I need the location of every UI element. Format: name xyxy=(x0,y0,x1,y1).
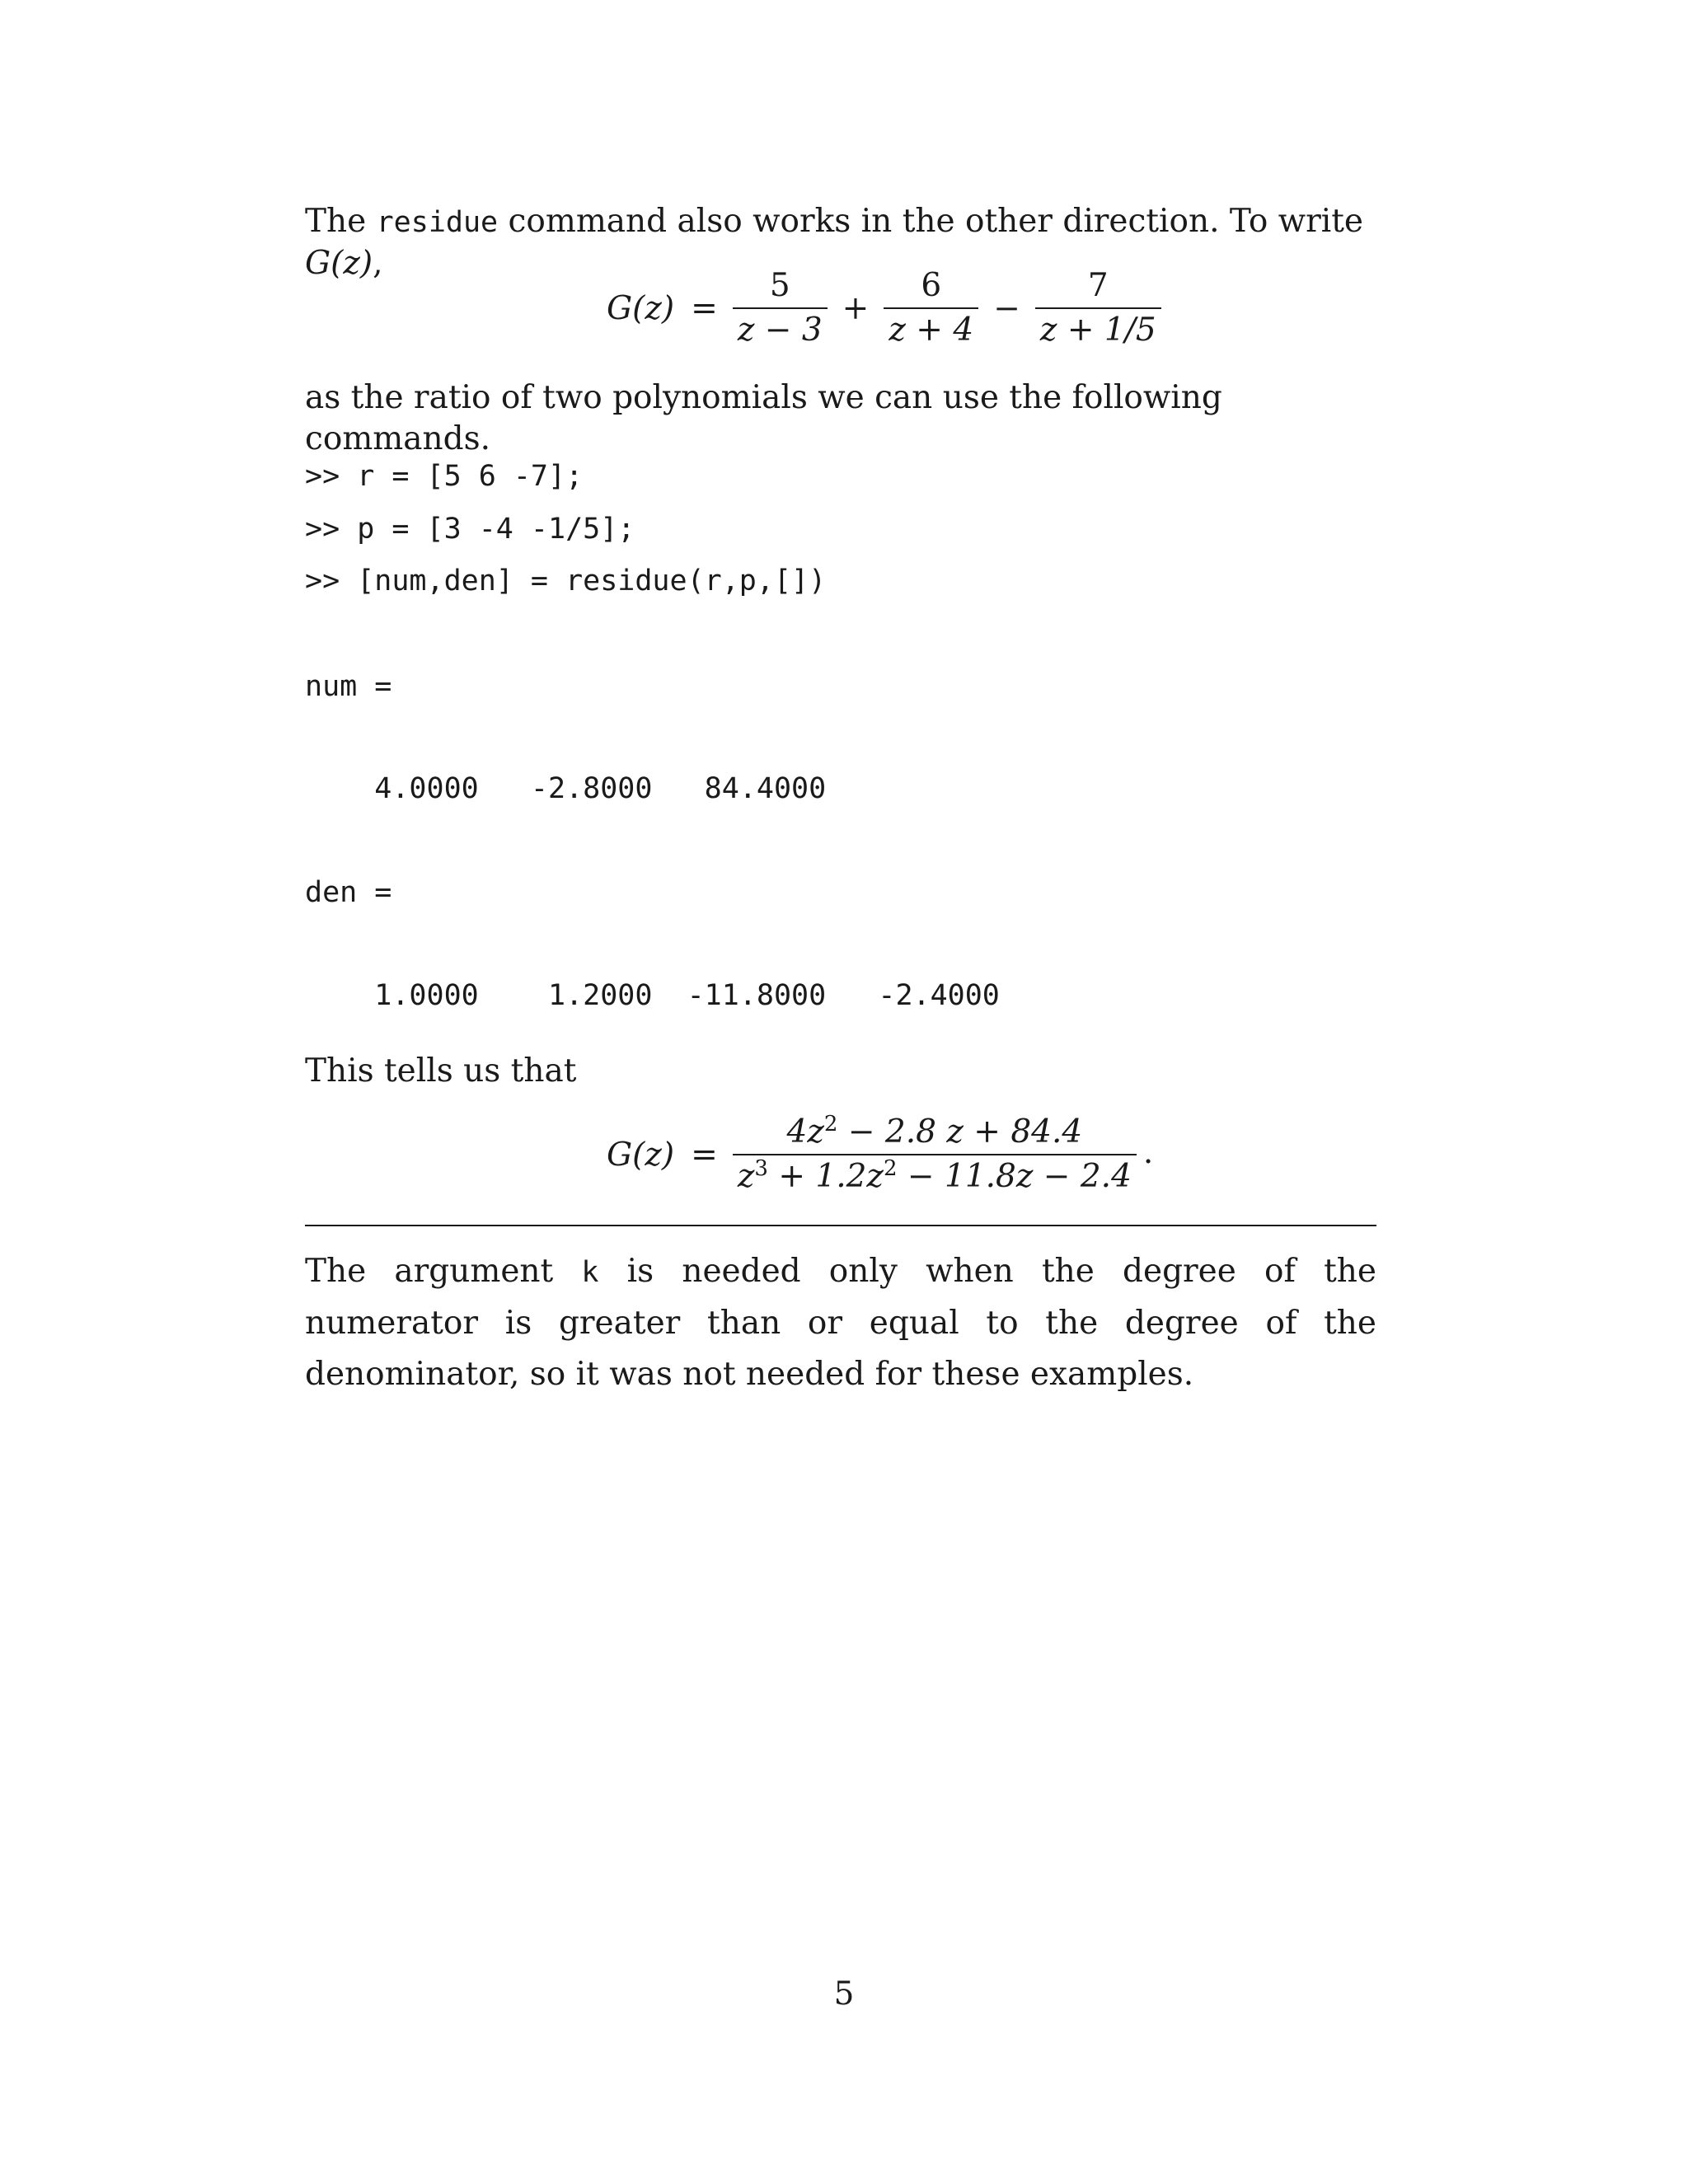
term3-denominator: z + 1/5 xyxy=(1035,307,1161,349)
equation1-minus: − xyxy=(993,289,1020,327)
equation1-plus: + xyxy=(842,289,870,327)
intro-text-before: The xyxy=(305,203,377,240)
equation2-lhs: G(z) xyxy=(607,1136,675,1174)
equation1-term-1 xyxy=(733,268,828,349)
equation2-equals: = xyxy=(691,1136,718,1174)
num-term-a-exponent: 2 xyxy=(823,1112,838,1137)
residue-command-code: residue xyxy=(376,206,499,239)
term2-numerator: 6 xyxy=(921,267,942,304)
closing-paragraph xyxy=(305,1246,1376,1400)
den-term-a-exponent: 3 xyxy=(754,1156,768,1181)
equation2-period: . xyxy=(1142,1134,1154,1171)
term2-denominator: z + 4 xyxy=(884,307,978,349)
term1-numerator: 5 xyxy=(769,267,790,304)
intro-text-after: command also works in the other direction. To write xyxy=(498,203,1364,240)
argument-k-code: k xyxy=(581,1256,599,1289)
command-line-1: >> r = [5 6 -7]; xyxy=(305,460,584,493)
term1-denominator: z − 3 xyxy=(733,307,828,349)
den-term-c: − 11.8z − 2.4 xyxy=(897,1158,1132,1195)
output-den-label: den = xyxy=(305,876,392,909)
closing-text-before: The argument xyxy=(305,1253,582,1290)
equation1-lhs: G(z) xyxy=(607,289,675,327)
output-den-values: 1.0000 1.2000 -11.8000 -2.4000 xyxy=(305,979,1000,1012)
closing-text-after: is needed only when the degree of the numerator is greater than or equal to the degree of the denominator, so it was not needed for these examples. xyxy=(305,1253,1376,1393)
equation2-denominator xyxy=(733,1154,1137,1195)
command-line-3: >> [num,den] = residue(r,p,[]) xyxy=(305,565,827,598)
equation1-equals: = xyxy=(691,289,718,327)
num-term-a: 4z xyxy=(786,1113,824,1151)
den-term-b: + 1.2z xyxy=(767,1158,884,1195)
page-number: 5 xyxy=(833,1975,855,2013)
den-term-b-exponent: 2 xyxy=(883,1156,898,1181)
tells-sentence: This tells us that xyxy=(305,1052,577,1090)
output-num-label: num = xyxy=(305,670,392,703)
equation1-term-2 xyxy=(884,268,978,349)
ratio-sentence: as the ratio of two polynomials we can use the following commands. xyxy=(305,379,1222,457)
intro-text-end: , xyxy=(373,245,383,282)
equation1-term-3 xyxy=(1035,268,1161,349)
den-term-a: z xyxy=(737,1158,755,1195)
equation-partial-fractions xyxy=(607,268,1168,349)
term3-numerator: 7 xyxy=(1087,267,1109,304)
section-divider xyxy=(305,1225,1376,1226)
intro-function-name: G(z) xyxy=(305,245,373,282)
output-num-values: 4.0000 -2.8000 84.4000 xyxy=(305,772,827,805)
equation2-numerator xyxy=(782,1114,1088,1154)
equation-rational-function xyxy=(607,1114,1153,1195)
num-term-b: − 2.8 z + 84.4 xyxy=(837,1113,1083,1151)
equation2-fraction xyxy=(733,1114,1137,1195)
command-line-2: >> p = [3 -4 -1/5]; xyxy=(305,513,635,546)
